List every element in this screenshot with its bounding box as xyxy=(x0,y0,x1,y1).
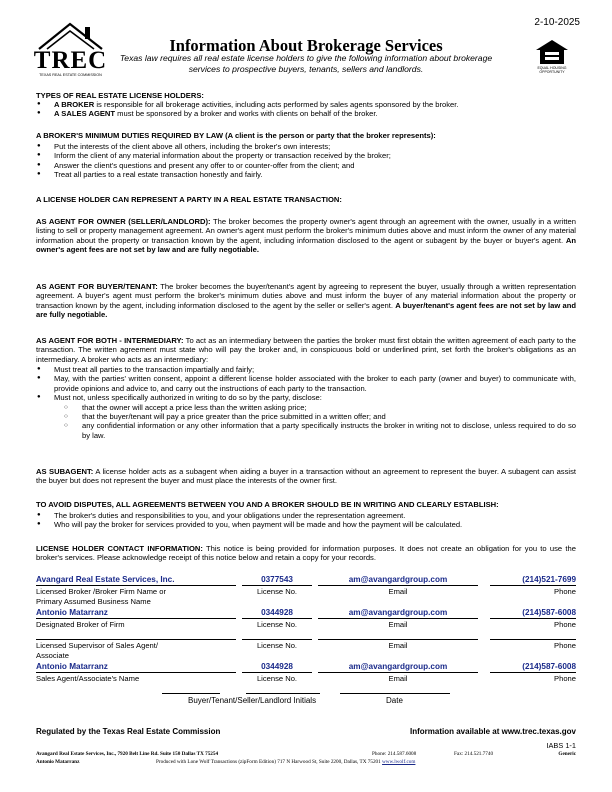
subagent-label: AS SUBAGENT: xyxy=(36,467,94,476)
represent-heading: A LICENSE HOLDER CAN REPRESENT A PARTY IN A REAL ESTATE TRANSACTION: xyxy=(36,195,342,204)
phone-label: Phone xyxy=(554,641,576,650)
license-label: License No. xyxy=(256,674,298,683)
page-title: Information About Brokerage Services xyxy=(169,36,443,55)
email-label: Email xyxy=(388,587,408,596)
equal-housing-caption: EQUAL HOUSING OPPORTUNITY xyxy=(537,66,567,74)
equal-housing-logo xyxy=(532,38,572,74)
broker-firm-email[interactable]: am@avangardgroup.com xyxy=(348,575,448,584)
license-label: License No. xyxy=(256,641,298,650)
broker-firm-license[interactable]: 0377543 xyxy=(261,575,293,584)
list-item: ● The broker's duties and responsibilities to you, and your obligations under the representation agreement. xyxy=(36,511,576,520)
phone-label: Phone xyxy=(554,620,576,629)
broker-firm-name[interactable]: Avangard Real Estate Services, Inc. xyxy=(36,575,175,584)
list-item: ● A BROKER is responsible for all brokerage activities, including acts performed by sales agents sponsored by the broker. xyxy=(36,100,576,109)
list-item: ● A SALES AGENT must be sponsored by a broker and works with clients on behalf of the broker. xyxy=(36,109,576,118)
license-label: License No. xyxy=(256,620,298,629)
logo-text: TREC xyxy=(33,47,108,74)
designated-broker-phone[interactable]: (214)587-6008 xyxy=(522,608,576,617)
logo-caption: TEXAS REAL ESTATE COMMISSION xyxy=(39,73,102,77)
buyer-paragraph: AS AGENT FOR BUYER/TENANT: The broker becomes the buyer/tenant's agent by agreeing to represent the buyer, usually through a written representation agreement. A buyer's agent must perform the broker's minimum duties above and must inform the buyer of any material information about the property or transaction known by the agent, including information disclosed to the agent by the seller or seller's agent. A buyer/tenant's agent fees are not set by law and are fully negotiable. xyxy=(36,282,576,320)
phone-label: Phone xyxy=(554,587,576,596)
designated-broker-name[interactable]: Antonio Matarranz xyxy=(36,608,108,617)
intermediary-paragraph: AS AGENT FOR BOTH - INTERMEDIARY: To act as an intermediary between the parties the broker must first obtain the written agreement of each party to the transaction. The written agreement must state who will pay the broker and, in conspicuous bold or underlined print, set forth the broker's obligations as an intermediary. A broker who acts as an intermediary: xyxy=(36,336,576,364)
page-subtitle: Texas law requires all real estate license holders to give the following information about brokerage services to prospective buyers, tenants, sellers and landlords. xyxy=(119,53,493,74)
list-item: ● Must not, unless specifically authorized in writing to do so by the party, disclose: ○ that the owner will accept a price less than the written asking price; ○ that the buyer/tenant will pay a price greater than the price submitted in a written offer; and ○ any confidential information or any other information that a party specifically instructs the broker in writing not to disclose, unless required to do so by law. xyxy=(36,393,576,440)
intermediary-sublist xyxy=(54,403,576,441)
lwolf-link[interactable]: www.lwolf.com xyxy=(382,759,416,765)
equal-housing-icon xyxy=(532,38,572,66)
list-item: ● Answer the client's questions and present any offer to or counter-offer from the client; and xyxy=(36,161,576,170)
subagent-paragraph: AS SUBAGENT: A license holder acts as a subagent when aiding a buyer in a transaction without an agreement to represent the buyer. A subagent can assist the buyer but does not represent the buyer and must place the interests of the owner first. xyxy=(36,467,576,486)
list-item: ● Treat all parties to a real estate transaction honestly and fairly. xyxy=(36,170,576,179)
intermediary-list xyxy=(36,365,576,440)
footer-agent: Antonio Matarranz xyxy=(36,759,80,765)
designated-broker-license[interactable]: 0344928 xyxy=(261,608,293,617)
initials-label: Buyer/Tenant/Seller/Landlord Initials xyxy=(188,696,317,705)
list-item: ● May, with the parties' written consent, appoint a different license holder associated with the broker to each party (owner and buyer) to communicate with, provide opinions and advice to, and carry out the instructions of each party to the transaction. xyxy=(36,374,576,393)
footer-phone: Phone: 214.587.6008 xyxy=(372,751,417,757)
sales-agent-license[interactable]: 0344928 xyxy=(261,662,293,671)
email-label: Email xyxy=(388,641,408,650)
buyer-label: AS AGENT FOR BUYER/TENANT: xyxy=(36,282,158,291)
sales-agent-email[interactable]: am@avangardgroup.com xyxy=(348,662,448,671)
sub-list-item: ○ that the owner will accept a price less than the written asking price; xyxy=(54,403,576,412)
list-item: ● Who will pay the broker for services provided to you, when payment will be made and how the payment will be calculated. xyxy=(36,520,576,529)
initials-line-1[interactable] xyxy=(162,693,220,694)
footer-produced: Produced with Lone Wolf Transactions (zipForm Edition) 717 N Harwood St, Suite 2200, Dallas, TX 75201 www.lwolf.com xyxy=(156,759,416,765)
designated-broker-label: Designated Broker of Firm xyxy=(36,620,125,629)
disputes-list xyxy=(36,511,576,530)
sales-agent-phone[interactable]: (214)587-6008 xyxy=(522,662,576,671)
list-item: ● Inform the client of any material information about the property or transaction received by the broker; xyxy=(36,151,576,160)
initials-line-2[interactable] xyxy=(246,693,320,694)
supervisor-label: Licensed Supervisor of Sales Agent/ xyxy=(36,641,158,650)
phone-label: Phone xyxy=(554,674,576,683)
sub-list-item: ○ that the buyer/tenant will pay a price greater than the price submitted in a written offer; and xyxy=(54,412,576,421)
email-label: Email xyxy=(388,674,408,683)
footer-generic: Generic xyxy=(558,751,576,757)
types-list xyxy=(36,100,576,119)
types-heading: TYPES OF REAL ESTATE LICENSE HOLDERS: xyxy=(36,91,204,100)
date-label: Date xyxy=(386,696,403,705)
broker-firm-label: Licensed Broker /Broker Firm Name or xyxy=(36,587,166,596)
owner-label: AS AGENT FOR OWNER (SELLER/LANDLORD): xyxy=(36,217,211,226)
contact-label: LICENSE HOLDER CONTACT INFORMATION: xyxy=(36,544,203,553)
supervisor-label-2: Associate xyxy=(36,651,69,660)
footer-fax: Fax: 214.521.7740 xyxy=(454,751,494,757)
broker-firm-label-2: Primary Assumed Business Name xyxy=(36,597,151,606)
contact-paragraph: LICENSE HOLDER CONTACT INFORMATION: This notice is being provided for information purposes. It does not create an obligation for you to use the broker's services. Please acknowledge receipt of this notice below and retain a copy for your records. xyxy=(36,544,576,563)
email-label: Email xyxy=(388,620,408,629)
sub-list-item: ○ any confidential information or any other information that a party specifically instructs the broker in writing not to disclose, unless required to do so by law. xyxy=(54,421,576,440)
owner-paragraph: AS AGENT FOR OWNER (SELLER/LANDLORD): The broker becomes the property owner's agent through an agreement with the owner, usually in a written listing to sell or property management agreement. An owner's agent must perform the broker's minimum duties above and must inform the owner of any material information about the property or transaction known by the agent, including information disclosed to the agent or subagent by the buyer or buyer's agent. An owner's agent fees are not set by law and are fully negotiable. xyxy=(36,217,576,255)
form-id: IABS 1-1 xyxy=(546,741,576,750)
form-date: 2-10-2025 xyxy=(534,17,580,28)
license-label: License No. xyxy=(256,587,298,596)
intermediary-label: AS AGENT FOR BOTH - INTERMEDIARY: xyxy=(36,336,184,345)
duties-heading: A BROKER'S MINIMUM DUTIES REQUIRED BY LAW (A client is the person or party that the broker represents): xyxy=(36,131,436,140)
list-item: ● Put the interests of the client above all others, including the broker's own interests; xyxy=(36,142,576,151)
disputes-heading: TO AVOID DISPUTES, ALL AGREEMENTS BETWEEN YOU AND A BROKER SHOULD BE IN WRITING AND CLEARLY ESTABLISH: xyxy=(36,500,499,509)
designated-broker-email[interactable]: am@avangardgroup.com xyxy=(348,608,448,617)
regulated-text: Regulated by the Texas Real Estate Commission xyxy=(36,727,221,736)
broker-firm-phone[interactable]: (214)521-7699 xyxy=(522,575,576,584)
duties-list xyxy=(36,142,576,180)
sales-agent-name[interactable]: Antonio Matarranz xyxy=(36,662,108,671)
info-available-text: Information available at www.trec.texas.gov xyxy=(410,727,576,736)
firm-address: Avangard Real Estate Services, Inc., 7920 Belt Line Rd. Suite 150 Dallas TX 75254 xyxy=(36,751,219,757)
date-line[interactable] xyxy=(340,693,450,694)
sales-agent-label: Sales Agent/Associate's Name xyxy=(36,674,140,683)
list-item: ● Must treat all parties to the transaction impartially and fairly; xyxy=(36,365,576,374)
